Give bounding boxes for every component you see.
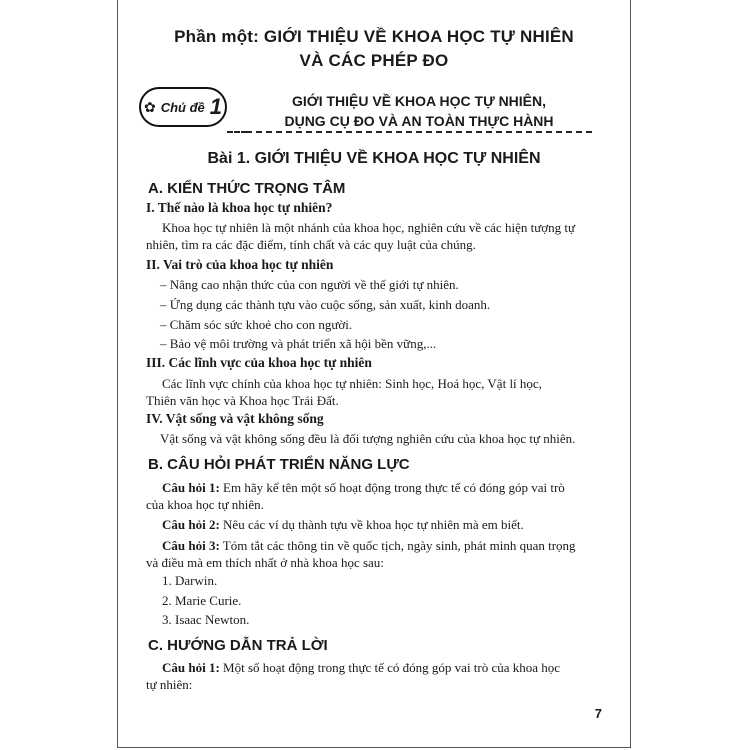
answer-1-line1 [162,659,560,676]
question-2-line1 [162,516,524,533]
part-title-line2: VÀ CÁC PHÉP ĐO [299,51,449,70]
part-title-line1: Phần một: GIỚI THIỆU VỀ KHOA HỌC TỰ NHIÊN [174,27,574,46]
list-item: 1. Darwin. [162,573,218,588]
list-item: – Chăm sóc sức khoẻ cho con người. [160,317,353,332]
section-c-heading: C. HƯỚNG DẪN TRẢ LỜI [148,637,328,654]
part1-text-line2: nhiên, tìm ra các đặc điểm, tính chất và các quy luật của chúng. [146,237,476,252]
part4-text-line1: Vật sống và vật không sống đều là đối tượng nghiên cứu của khoa học tự nhiên. [160,431,576,446]
topic-title-line2: DỤNG CỤ ĐO VÀ AN TOÀN THỰC HÀNH [284,113,554,129]
question-3-line1 [162,537,576,554]
list-item: 2. Marie Curie. [162,593,242,608]
question-3-line2: và điều mà em thích nhất ở nhà khoa học sau: [146,555,384,570]
list-item: – Bảo vệ môi trường và phát triển xã hội bền vững,... [160,336,437,351]
topic-number: 1 [209,94,223,119]
section-b-heading: B. CÂU HỎI PHÁT TRIỂN NĂNG LỰC [148,456,410,473]
topic-title-line1: GIỚI THIỆU VỀ KHOA HỌC TỰ NHIÊN, [291,93,547,109]
question-3-text: Tóm tắt các thông tin về quốc tịch, ngày sinh, phát minh quan trọng [219,538,576,553]
question-1-text: Em hãy kể tên một số hoạt động trong thực tế có đóng góp vai trò [219,480,565,495]
part3-text-line2: Thiên văn học và Khoa học Trái Đất. [146,393,339,408]
question-3-label: Câu hỏi 3: [162,538,220,553]
topic-divider [246,131,592,133]
question-1-line2: của khoa học tự nhiên. [146,497,264,512]
flower-icon: ✿ [143,98,156,115]
list-item: – Nâng cao nhận thức của con người về thế giới tự nhiên. [160,277,459,292]
part3-heading: III. Các lĩnh vực của khoa học tự nhiên [146,355,372,370]
page-number: 7 [594,706,602,721]
question-2-label: Câu hỏi 2: [162,517,220,532]
answer-1-line2: tự nhiên: [146,677,193,692]
part1-text-line1: Khoa học tự nhiên là một nhánh của khoa học, nghiên cứu về các hiện tượng tự [162,220,576,235]
question-2-text: Nêu các ví dụ thành tựu về khoa học tự nhiên mà em biết. [219,517,524,532]
part2-heading: II. Vai trò của khoa học tự nhiên [146,257,334,272]
answer-1-text: Một số hoạt động trong thực tế có đóng góp vai trò của khoa học [219,660,561,675]
topic-label: Chủ đề [160,99,205,115]
lesson-title: Bài 1. GIỚI THIỆU VỀ KHOA HỌC TỰ NHIÊN [207,150,541,167]
part4-heading: IV. Vật sống và vật không sống [146,411,324,426]
question-1-label: Câu hỏi 1: [162,480,220,495]
divider [227,131,247,133]
answer-1-label: Câu hỏi 1: [162,660,220,675]
question-1-line1 [162,479,565,496]
part3-text-line1: Các lĩnh vực chính của khoa học tự nhiên: Sinh học, Hoá học, Vật lí học, [162,376,542,391]
topic-badge [139,87,227,127]
section-a-heading: A. KIẾN THỨC TRỌNG TÂM [148,180,346,197]
list-item: 3. Isaac Newton. [162,612,250,627]
part1-heading: I. Thế nào là khoa học tự nhiên? [146,200,333,215]
list-item: – Ứng dụng các thành tựu vào cuộc sống, sản xuất, kinh doanh. [160,297,491,312]
book-page [117,0,631,748]
